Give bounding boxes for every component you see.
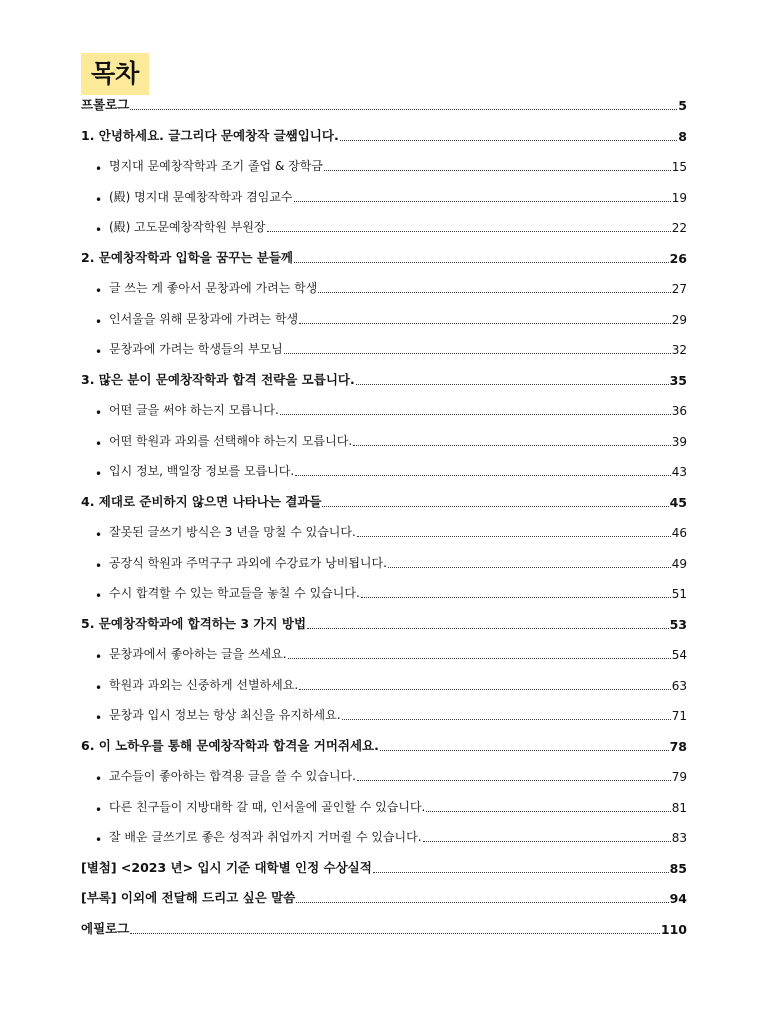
table-of-contents [81,95,687,939]
dot-leader [423,841,671,842]
dot-leader [288,658,671,659]
toc-entry-page-number: 19 [671,190,687,205]
bullet-icon: • [95,314,103,329]
toc-chapter-entry [81,908,687,939]
toc-entry-label: 프롤로그 [81,97,130,112]
toc-entry-label: 4. 제대로 준비하지 않으면 나타나는 결과들 [81,493,322,509]
bullet-icon: • [95,558,103,573]
toc-entry-label: (殿) 명지대 문예창작학과 겸임교수 [109,189,293,204]
toc-entry-label: [별첨] <2023 년> 입시 기준 대학별 인정 수상실적 [81,859,372,875]
bullet-icon: • [95,711,103,725]
toc-entry-label: 글 쓰는 게 좋아서 문창과에 가려는 학생 [109,281,318,295]
dot-leader [357,536,671,537]
toc-chapter-entry [81,115,687,146]
toc-entry-label: 3. 많은 분이 문예창작학과 합격 전략을 모릅니다. [81,371,355,387]
bullet-icon: • [95,284,103,298]
toc-chapter-entry [81,95,687,115]
dot-leader [296,902,668,903]
bullet-icon: • [95,833,103,847]
dot-leader [267,231,671,232]
toc-entry-label: 어떤 글을 써야 하는지 모릅니다. [109,403,279,417]
dot-leader [130,109,677,110]
toc-entry-label: 에필로그 [81,920,130,936]
dot-leader [426,811,670,812]
toc-chapter-entry [81,237,687,268]
toc-entry-page-number: 85 [669,860,687,876]
toc-entry-page-number: 78 [669,738,687,754]
toc-entry-label: 잘 배운 글쓰기로 좋은 성적과 취업까지 거머쥘 수 있습니다. [109,830,422,844]
toc-entry-label: 어떤 학원과 과외를 선택해야 하는지 모릅니다. [109,433,353,448]
toc-entry-page-number: 22 [671,221,687,235]
dot-leader [318,292,670,293]
toc-chapter-entry [81,878,687,909]
dot-leader [284,353,671,354]
toc-entry-page-number: 26 [669,250,687,266]
dot-leader [299,323,671,324]
toc-entry-label: 1. 안녕하세요. 글그리다 문예창작 글쌤입니다. [81,127,339,143]
toc-entry-page-number: 5 [678,98,687,113]
dot-leader [353,445,671,446]
toc-section-entry [81,634,687,665]
toc-section-entry [81,146,687,177]
toc-chapter-entry [81,481,687,512]
toc-section-entry [81,664,687,695]
dot-leader [294,201,671,202]
toc-section-entry [81,207,687,238]
bullet-icon: • [95,162,103,176]
toc-entry-page-number: 29 [671,312,687,327]
toc-section-entry [81,756,687,787]
dot-leader [295,475,671,476]
bullet-icon: • [95,772,103,786]
toc-section-entry [81,451,687,482]
toc-entry-page-number: 94 [669,891,687,906]
toc-section-entry [81,512,687,543]
bullet-icon: • [95,223,103,237]
toc-section-entry [81,268,687,299]
toc-entry-label: 2. 문예창작학과 입학을 꿈꾸는 분들께 [81,249,293,265]
toc-section-entry [81,695,687,726]
dot-leader [280,414,671,415]
toc-entry-page-number: 39 [671,434,687,449]
bullet-icon: • [95,406,103,420]
toc-section-entry [81,176,687,207]
toc-chapter-entry [81,847,687,878]
dot-leader [357,780,671,781]
toc-entry-label: (殿) 고도문예창작학원 부원장 [109,220,266,234]
toc-entry-label: 5. 문예창작학과에 합격하는 3 가지 방법 [81,615,307,631]
toc-entry-label: 문창과에 가려는 학생들의 부모님 [109,342,283,356]
dot-leader [307,628,669,629]
toc-entry-label: 문창과에서 좋아하는 글을 쓰세요. [109,647,287,661]
dot-leader [388,567,671,568]
toc-entry-label: 명지대 문예창작학과 조기 졸업 & 장학금 [109,159,323,173]
toc-entry-label: 입시 정보, 백일장 정보를 모릅니다. [109,464,295,478]
toc-entry-page-number: 27 [671,282,687,296]
toc-section-entry [81,329,687,360]
toc-entry-label: 문창과 입시 정보는 항상 최신을 유지하세요. [109,708,341,722]
bullet-icon: • [95,192,103,207]
toc-entry-page-number: 43 [671,465,687,479]
dot-leader [299,689,671,690]
bullet-icon: • [95,802,103,817]
toc-title: 목차 [81,53,149,95]
dot-leader [380,750,669,751]
dot-leader [356,384,669,385]
toc-entry-label: 잘못된 글쓰기 방식은 3 년을 망칠 수 있습니다. [109,525,356,539]
dot-leader [342,719,671,720]
bullet-icon: • [95,528,103,542]
toc-entry-label: [부록] 이외에 전달해 드리고 싶은 말씀 [81,890,296,905]
toc-entry-page-number: 49 [671,556,687,571]
toc-section-entry [81,298,687,329]
toc-section-entry [81,420,687,451]
toc-chapter-entry [81,359,687,390]
dot-leader [324,170,671,171]
bullet-icon: • [95,467,103,481]
dot-leader [340,140,678,141]
dot-leader [130,933,660,934]
toc-entry-label: 수시 합격할 수 있는 학교들을 놓칠 수 있습니다. [109,586,360,600]
toc-entry-label: 학원과 과외는 신중하게 선별하세요. [109,677,299,692]
dot-leader [373,872,669,873]
toc-entry-page-number: 81 [671,800,687,815]
bullet-icon: • [95,589,103,603]
toc-entry-page-number: 32 [671,343,687,357]
toc-entry-page-number: 45 [669,494,687,510]
toc-chapter-entry [81,725,687,756]
bullet-icon: • [95,680,103,695]
toc-entry-page-number: 71 [671,709,687,723]
dot-leader [322,506,668,507]
toc-entry-page-number: 79 [671,770,687,784]
toc-entry-page-number: 53 [669,616,687,632]
toc-entry-page-number: 15 [671,160,687,174]
toc-chapter-entry [81,603,687,634]
toc-entry-label: 인서울을 위해 문창과에 가려는 학생 [109,311,299,326]
bullet-icon: • [95,436,103,451]
toc-section-entry [81,786,687,817]
bullet-icon: • [95,345,103,359]
toc-entry-page-number: 36 [671,404,687,418]
toc-entry-label: 공장식 학원과 주먹구구 과외에 수강료가 낭비됩니다. [109,555,387,570]
dot-leader [294,262,669,263]
toc-entry-page-number: 35 [669,372,687,388]
toc-section-entry [81,817,687,848]
bullet-icon: • [95,650,103,664]
toc-entry-label: 교수들이 좋아하는 합격용 글을 쓸 수 있습니다. [109,769,356,783]
toc-entry-label: 다른 친구들이 지방대학 갈 때, 인서울에 골인할 수 있습니다. [109,799,426,814]
dot-leader [361,597,671,598]
toc-section-entry [81,390,687,421]
toc-entry-page-number: 83 [671,831,687,845]
toc-entry-page-number: 54 [671,648,687,662]
toc-entry-page-number: 51 [671,587,687,601]
toc-section-entry [81,573,687,604]
toc-entry-page-number: 63 [671,678,687,693]
toc-entry-page-number: 46 [671,526,687,540]
toc-entry-page-number: 110 [660,921,687,937]
toc-entry-label: 6. 이 노하우를 통해 문예창작학과 합격을 거머쥐세요. [81,737,379,753]
toc-entry-page-number: 8 [678,128,687,144]
toc-section-entry [81,542,687,573]
